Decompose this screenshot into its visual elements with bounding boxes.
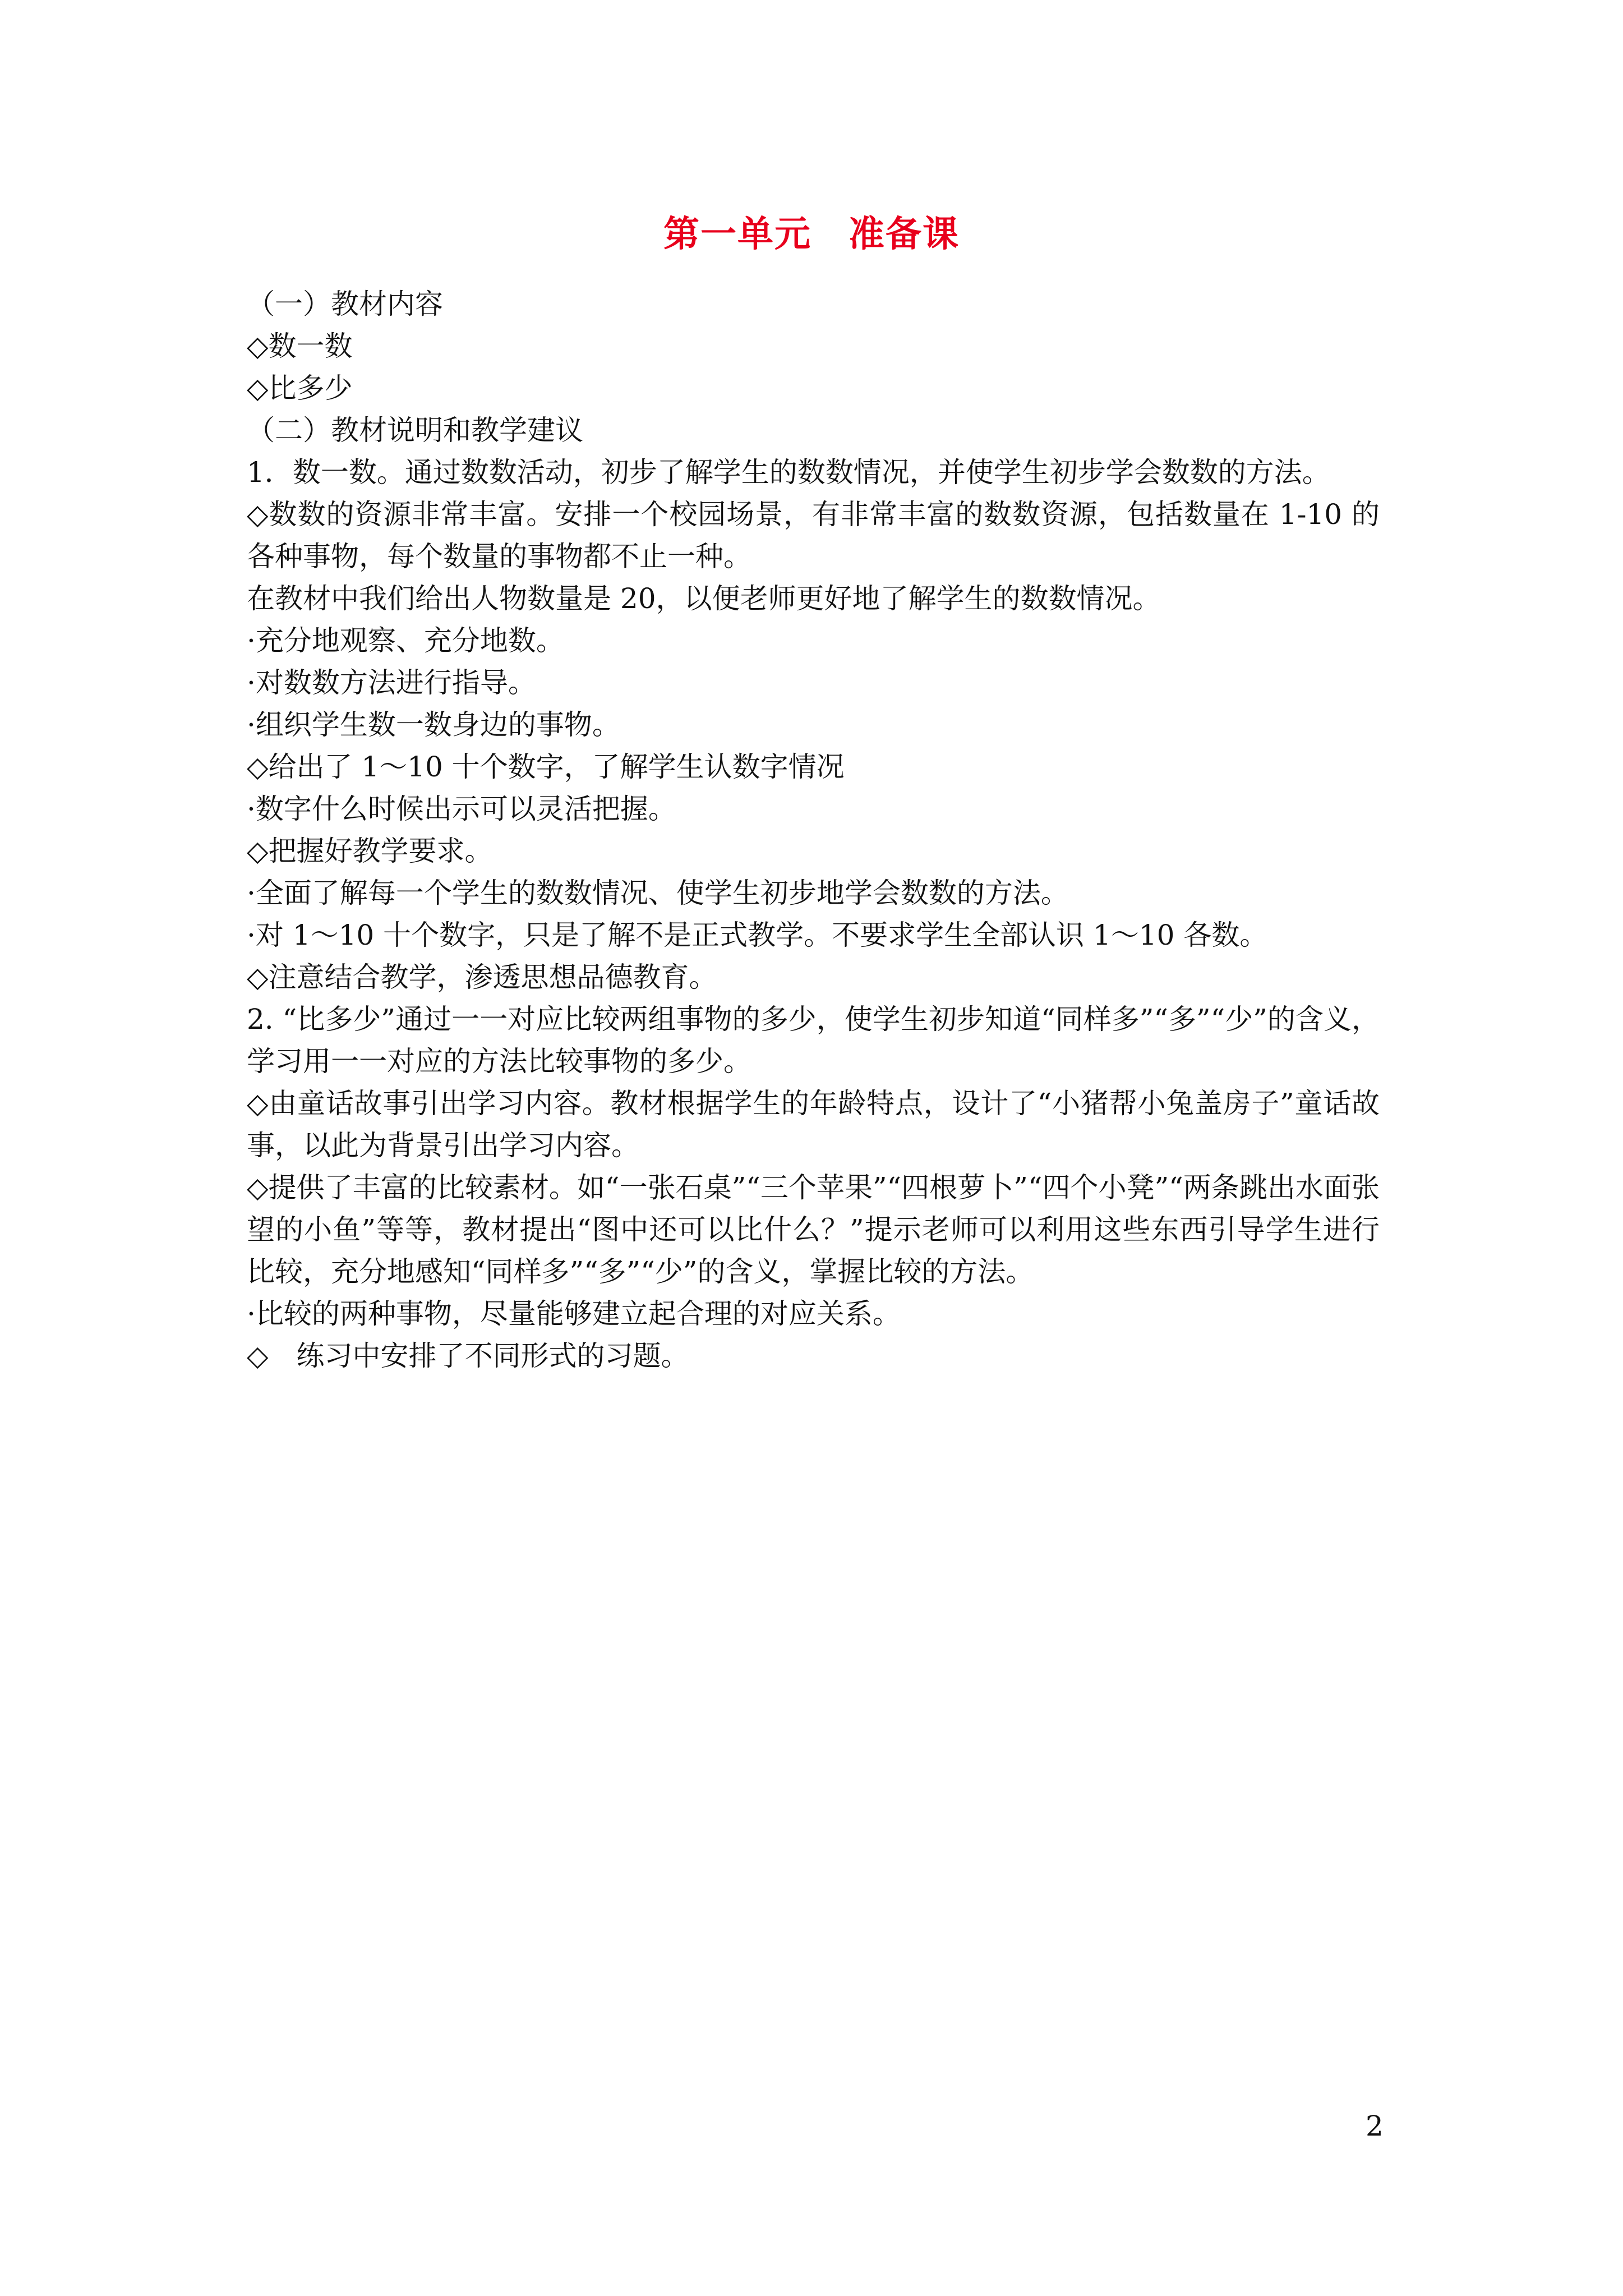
page-number: 2 (1366, 2110, 1384, 2142)
paragraph: ◇数数的资源非常丰富。安排一个校园场景，有非常丰富的数数资源，包括数量在 1-10 的各种事物，每个数量的事物都不止一种。 (247, 498, 1380, 573)
section-heading-materials: （一）教材内容 (247, 288, 443, 320)
section-heading-suggestions: （二）教材说明和教学建议 (247, 414, 583, 447)
list-item: ◇ 练习中安排了不同形式的习题。 (247, 1340, 689, 1372)
paragraph: 1．数一数。通过数数活动，初步了解学生的数数情况，并使学生初步学会数数的方法。 (247, 456, 1330, 489)
paragraph: 2. “比多少”通过一一对应比较两组事物的多少，使学生初步知道“同样多”“多”“少”的含义，学习用一一对应的方法比较事物的多少。 (247, 1003, 1380, 1078)
paragraph: ◇提供了丰富的比较素材。如“一张石桌”“三个苹果”“四根萝卜”“四个小凳”“两条跳出水面张望的小鱼”等等，教材提出“图中还可以比什么？”提示老师可以利用这些东西引导学生进行比较，充分地感知“同样多”“多”“少”的含义，掌握比较的方法。 (247, 1171, 1380, 1288)
list-item: ◇把握好教学要求。 (247, 835, 493, 867)
list-item: ◇比多少 (247, 372, 353, 404)
paragraph: ◇由童话故事引出学习内容。教材根据学生的年龄特点，设计了“小猪帮小兔盖房子”童话故事，以此为背景引出学习内容。 (247, 1087, 1380, 1162)
list-item: ◇注意结合教学，渗透思想品德教育。 (247, 961, 717, 993)
bullet-item: ·数字什么时候出示可以灵活把握。 (247, 793, 676, 825)
bullet-item: ·组织学生数一数身边的事物。 (247, 708, 620, 741)
list-item: ◇给出了 1～10 十个数字，了解学生认数字情况 (247, 751, 845, 783)
document-body (247, 283, 1380, 1377)
bullet-item: ·全面了解每一个学生的数数情况、使学生初步地学会数数的方法。 (247, 877, 1069, 909)
bullet-item: ·对 1～10 十个数字，只是了解不是正式教学。不要求学生全部认识 1～10 各数。 (247, 919, 1268, 951)
bullet-item: ·对数数方法进行指导。 (247, 666, 536, 699)
bullet-item: ·充分地观察、充分地数。 (247, 624, 564, 657)
paragraph: 在教材中我们给出人物数量是 20，以便老师更好地了解学生的数数情况。 (247, 582, 1161, 615)
bullet-item: ·比较的两种事物，尽量能够建立起合理的对应关系。 (247, 1297, 901, 1330)
page-title: 第一单元 准备课 (663, 213, 960, 255)
list-item: ◇数一数 (247, 330, 353, 362)
